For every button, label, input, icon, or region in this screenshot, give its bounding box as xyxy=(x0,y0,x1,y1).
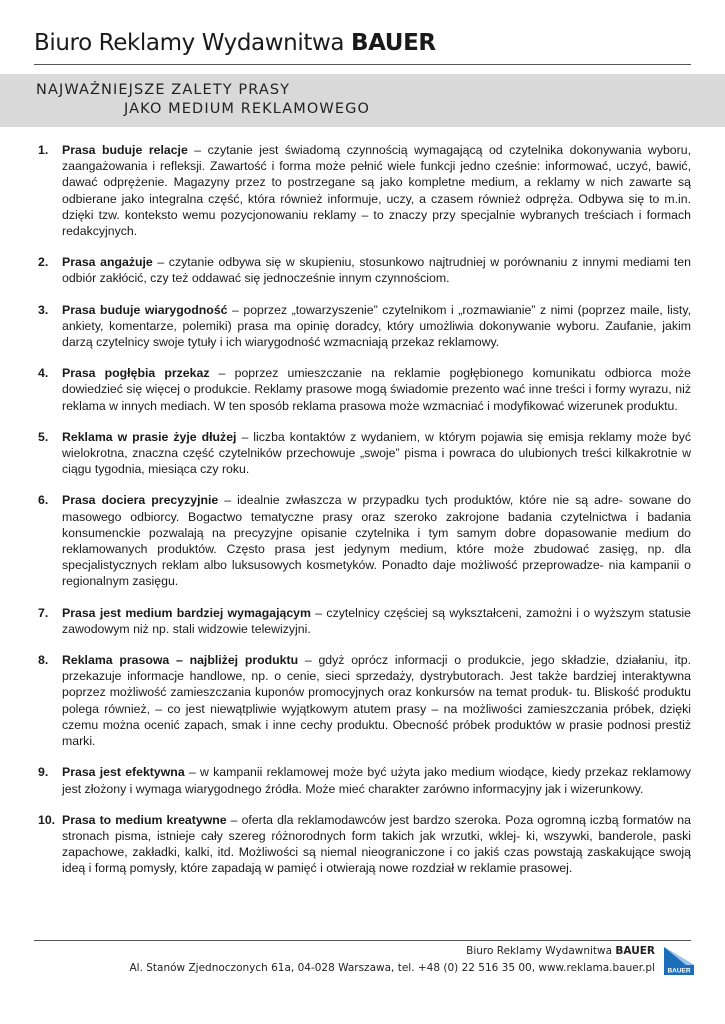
item-number: 6. xyxy=(38,493,49,508)
item-number: 9. xyxy=(38,765,49,780)
item-number: 7. xyxy=(38,605,49,620)
item-number: 2. xyxy=(38,255,49,270)
item-text xyxy=(62,302,691,351)
bauer-logo-icon xyxy=(664,947,694,975)
footer-divider xyxy=(34,940,691,941)
list-item xyxy=(38,652,691,749)
item-lead: Prasa dociera precyzyjnie xyxy=(62,493,219,508)
item-text xyxy=(62,605,691,637)
item-body: – gdyż oprócz informacji o produkcie, jego składzie, działaniu, itp. przekazuje informacje handlowe, np. o cenie, sieci sprzedaży, dystrybutorach. Jest także bardziej interaktywna poprzez możliwość zamieszczania kuponów promocyjnych oraz konkursów na temat produk- tu. Bliskość produktu polega również, – co jest niewątpliwie wyjątkowym atutem prasy – na możliwości zamieszczania próbek, dzięki czemu można ocenić zapach, smak i inne cechy produktu. Obecność próbek produktów w prasie podnosi prestiż marki. xyxy=(62,653,692,749)
item-text xyxy=(62,492,691,589)
item-text xyxy=(62,652,691,749)
item-number: 10. xyxy=(38,812,56,827)
item-text xyxy=(62,764,691,796)
list-item xyxy=(38,429,691,478)
list-item xyxy=(38,142,691,239)
item-number: 8. xyxy=(38,653,49,668)
banner-title-line1: NAJWAŻNIEJSZE ZALETY PRASY xyxy=(36,82,291,98)
item-lead: Prasa buduje relacje xyxy=(62,143,188,157)
header-title-prefix: Biuro Reklamy Wydawnitwa xyxy=(34,30,351,56)
item-lead: Prasa to medium kreatywne xyxy=(62,812,227,827)
logo-text: BAUER xyxy=(667,967,691,975)
item-lead: Prasa pogłębia przekaz xyxy=(62,366,210,381)
list-item xyxy=(38,365,691,414)
item-text xyxy=(62,254,691,286)
item-body: – czytanie jest świadomą czynnością wymagającą od czytelnika dokonywania wyboru, zaangażowania i refleksji. Zawartość i forma może pełnić wiele funkcji jedno cześnie: informować, uczyć, bawić, dawać odprężenie. Magazyny przez to postrzegane są jako kompletne medium, a reklamy w nich zawarte są odbierane jako integralna część, która również informuje, uczy, a czasem również odpręża. Odbywa się to m.in. dzięki tzw. kontekstо wemu pozycjonowaniu reklamy – to znaczy przy specjalnie wybranych treściach i formach redakcyjnych. xyxy=(62,143,691,239)
page-header-title xyxy=(34,30,436,56)
item-number: 4. xyxy=(38,366,49,381)
item-body: – w kampanii reklamowej może być użyta jako medium wiodące, kiedy przekaz reklamowy jest złożony i wymaga wiarygodnego źródła. Może mieć charakter zarówno informacyjny jak i wizerunkowy. xyxy=(62,765,691,796)
item-number: 3. xyxy=(38,302,49,317)
item-lead: Prasa buduje wiarygodność xyxy=(62,302,228,317)
banner-title-line2: JAKO MEDIUM REKLAMOWEGO xyxy=(124,101,370,117)
list-item xyxy=(38,605,691,637)
footer-company xyxy=(466,945,655,957)
item-lead: Reklama w prasie żyje dłużej xyxy=(62,429,237,444)
item-body: – czytelnicy częściej są wykształceni, zamożni i o wyższym statusie zawodowym niż np. stali widzowie telewizyjni. xyxy=(62,605,691,636)
item-lead: Prasa angażuje xyxy=(62,255,153,270)
list-item xyxy=(38,302,691,351)
footer-address: Al. Stanów Zjednoczonych 61a, 04-028 Warszawa, tel. +48 (0) 22 516 35 00, www.reklama.bauer.pl xyxy=(129,962,655,974)
section-banner xyxy=(0,74,725,127)
item-text xyxy=(62,142,691,239)
item-body: – czytanie odbywa się w skupieniu, stosunkowo najtrudniej w porównaniu z innymi mediami ten odbiór zakłócić, czy też oddawać się jednocześnie innym czynnościom. xyxy=(62,255,691,286)
item-body: – liczba kontaktów z wydaniem, w którym pojawia się emisja reklamy może być wielokrotna, znaczna część czytelników przechowuje „swoje” pisma i powraca do ulubionych treści kilkakrotnie w ciągu tygodnia, miesiąca czy roku. xyxy=(62,429,691,477)
item-text xyxy=(62,365,691,414)
item-lead: Prasa jest efektywna xyxy=(62,765,185,780)
item-number: 1. xyxy=(38,143,49,157)
footer-company-brand: BAUER xyxy=(615,945,655,957)
header-title-brand: BAUER xyxy=(350,30,436,56)
item-body: – idealnie zwłaszcza w przypadku tych produktów, które nie są adre- sowane do masowego odbiorcy. Bogactwo tematyczne prasy oraz szeroko zakrojone badania czytelnictwa i badania konsumenckie pozwalają na precyzyjne opisanie czytelnika i tym samym dobre dopasowanie medium do reklamowanych produktów. Często prasa jest jedynym medium, które może zbudować zasięg, np. dla specjalistycznych reklam albo luksusowych kosmetyków. Ponadto daje możliwość przeprowadze- nia kampanii o regionalnym zasięgu. xyxy=(62,493,691,589)
item-lead: Prasa jest medium bardziej wymagającym xyxy=(62,605,311,620)
item-body: – oferta dla reklamodawców jest bardzo szeroka. Poza ogromną iczbą formatów na stronach pisma, istnieje cały szereg różnorodnych form takich jak wrzutki, wklej- ki, wszywki, banderole, paski zapachowe, zakładki, kalki, itd. Możliwości są niemal nieograniczone i co jakiś czas powstają zaskakujące swoją ideą i formą pomysły, które zapadają w pamięć i otwierają nowe rozdział w reklamie prasowej. xyxy=(62,812,691,876)
advantages-list xyxy=(38,142,691,892)
item-lead: Reklama prasowa – najbliżej produktu xyxy=(62,653,299,668)
header-divider xyxy=(34,64,691,65)
item-text xyxy=(62,812,691,877)
item-body: – poprzez „towarzyszenie” czytelnikom i „rozmawianie” z nimi (poprzez maile, listy, ankiety, komentarze, polemiki) prasa ma opinię doradcy, który umożliwia dokonywanie wyboru. Zaufanie, jakim darzą czytelnicy swoje tytuły i ich wiarygodność wzmacniają przekaz reklamowy. xyxy=(62,302,691,350)
footer-company-prefix: Biuro Reklamy Wydawnitwa xyxy=(466,945,616,957)
item-number: 5. xyxy=(38,429,49,444)
list-item xyxy=(38,764,691,796)
list-item xyxy=(38,254,691,286)
list-item xyxy=(38,812,691,877)
list-item xyxy=(38,492,691,589)
item-text xyxy=(62,429,691,478)
item-body: – poprzez umieszczanie na reklamie pogłębionego komunikatu odbiorca może dowiedzieć się więcej o produkcie. Reklamy prasowe mogą świadomie prezento wać inne treści i formy wyrazu, niż reklama w innych mediach. W ten sposób reklama prasowa może wzmacniać i modyfikować wizerunek produktu. xyxy=(62,366,691,413)
